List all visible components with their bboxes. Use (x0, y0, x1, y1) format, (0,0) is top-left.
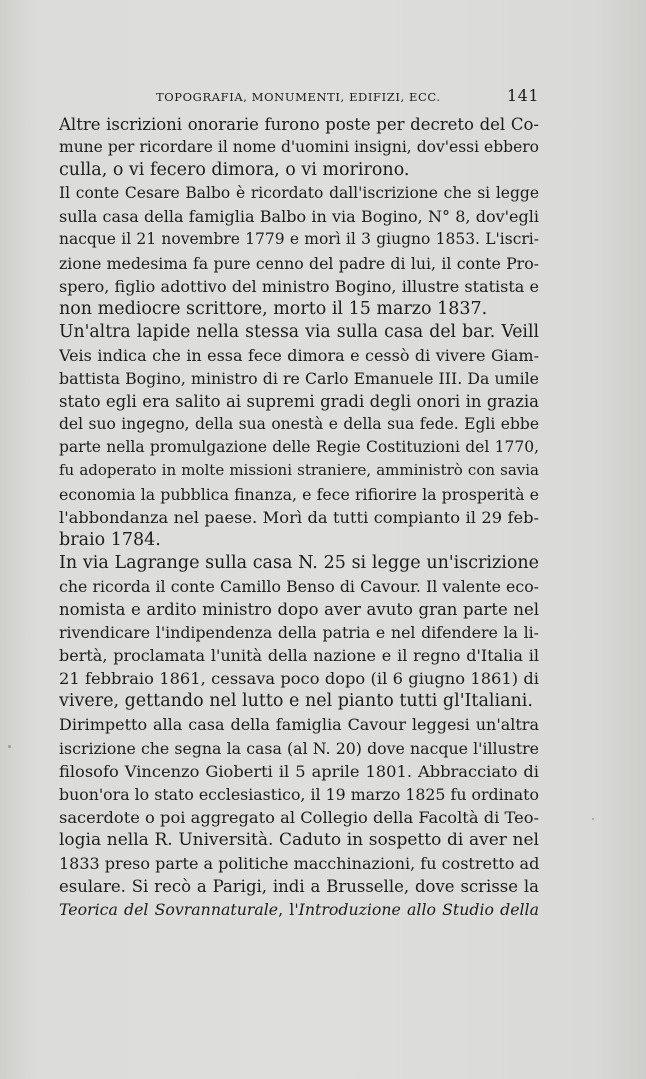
text-line: buon'ora lo stato ecclesiastico, il 19 marzo 1825 fu ordinato (59, 784, 539, 804)
paper-speck (8, 745, 11, 748)
text-line: Veis indica che in essa fece dimora e cessò di vivere Giam- (59, 345, 539, 365)
text-line: che ricorda il conte Camillo Benso di Cavour. Il valente eco- (59, 576, 539, 596)
text-line: nomista e ardito ministro dopo aver avuto gran parte nel (59, 599, 539, 619)
text-line: l'abbondanza nel paese. Morì da tutti compianto il 29 feb- (59, 507, 539, 527)
text-line: vivere, gettando nel lutto e nel pianto tutti gl'Italiani. (59, 691, 533, 712)
text-line: non mediocre scrittore, morto il 15 marzo 1837. (59, 298, 488, 319)
book-title-teorica: Teorica del Sovrannaturale (59, 900, 279, 920)
page-number: 141 (506, 86, 539, 105)
text-line: sacerdote o poi aggregato al Collegio della Facoltà di Teo- (59, 807, 539, 827)
running-title: TOPOGRAFIA, MONUMENTI, EDIFIZI, ECC. (156, 90, 441, 104)
text-line: bertà, proclamata l'unità della nazione e il regno d'Italia il (59, 646, 539, 666)
text-line: sulla casa della famiglia Balbo in via Bogino, N° 8, dov'egli (59, 207, 539, 227)
text-line: Un'altra lapide nella stessa via sulla casa del bar. Veill (59, 321, 539, 342)
text-line: stato egli era salito ai supremi gradi degli onori in grazia (59, 392, 539, 412)
book-title-introduzione: Introduzione allo Studio della (298, 900, 539, 920)
text-line: In via Lagrange sulla casa N. 25 si legge un'iscrizione (59, 552, 539, 573)
text-line: 1833 preso parte a politiche macchinazioni, fu costretto ad (59, 854, 539, 873)
text-line: zione medesima fa pure cenno del padre di lui, il conte Pro- (59, 253, 539, 273)
text-line: rivendicare l'indipendenza della patria e nel difendere la li- (59, 623, 539, 643)
text-line: 21 febbraio 1861, cessava poco dopo (il 6 giugno 1861) di (59, 669, 539, 689)
text-line: esulare. Si recò a Parigi, indi a Brusselle, dove scrisse la (59, 877, 539, 897)
text-line: Dirimpetto alla casa della famiglia Cavour leggesi un'altra (59, 715, 539, 735)
text-line: Il conte Cesare Balbo è ricordato dall'iscrizione che si legge (59, 184, 539, 203)
body-text (59, 113, 539, 921)
text-line: spero, figlio adottivo del ministro Bogino, illustre statista e (59, 276, 539, 296)
text-line: battista Bogino, ministro di re Carlo Emanuele III. Da umile (59, 369, 539, 389)
text-line: culla, o vi fecero dimora, o vi morirono. (59, 160, 410, 181)
text-line: braio 1784. (59, 529, 161, 550)
text-line: del suo ingegno, della sua onestà e della sua fede. Egli ebbe (59, 415, 539, 434)
text-line: iscrizione che segna la casa (al N. 20) dove nacque l'illustre (59, 738, 539, 758)
text-line: economia la pubblica finanza, e fece rifiorire la prosperità e (59, 484, 539, 504)
paper-speck (592, 818, 594, 820)
text-line-last (59, 898, 539, 921)
title-separator: , l' (278, 900, 299, 920)
page-header (59, 86, 539, 110)
text-line: parte nella promulgazione delle Regie Costituzioni del 1770, (59, 438, 539, 457)
text-line: filosofo Vincenzo Gioberti il 5 aprile 1801. Abbracciato di (59, 761, 539, 781)
text-line: mune per ricordare il nome d'uomini insigni, dov'essi ebbero (59, 138, 539, 157)
text-line: logia nella R. Università. Caduto in sospetto di aver nel (59, 829, 539, 850)
text-line: Altre iscrizioni onorarie furono poste per decreto del Co- (59, 115, 539, 134)
text-line: nacque il 21 novembre 1779 e morì il 3 giugno 1853. L'iscri- (59, 230, 539, 249)
text-line: fu adoperato in molte missioni straniere, amministrò con savia (59, 461, 539, 480)
